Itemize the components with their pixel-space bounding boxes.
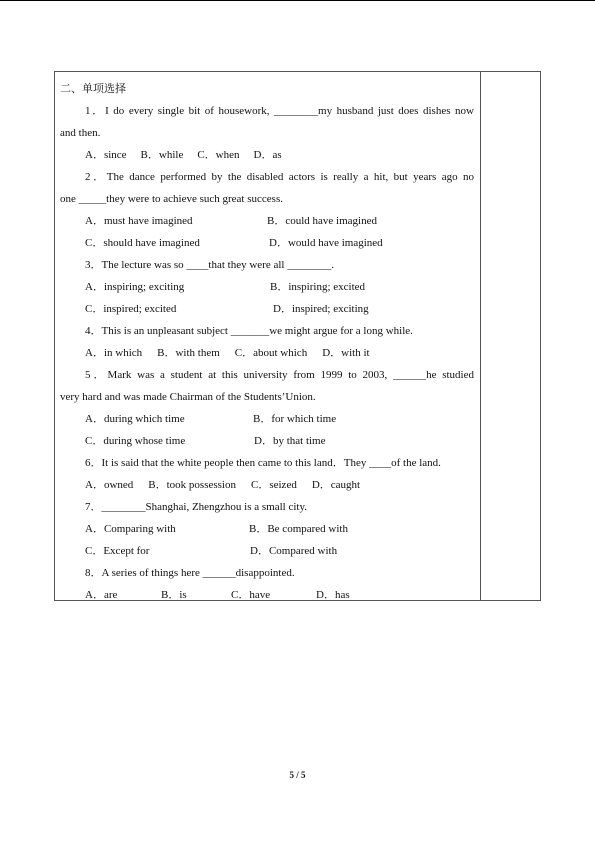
- question-5-option-c[interactable]: C．during whose time: [85, 435, 186, 447]
- question-2-options-row-2: [60, 232, 474, 254]
- question-5-option-d[interactable]: D．by that time: [254, 435, 326, 447]
- page-number: 5 / 5: [289, 770, 306, 780]
- question-3-options-row-2: [60, 298, 474, 320]
- question-1-stem-line-2: and then.: [60, 127, 101, 139]
- question-5-options-row-1: [60, 408, 474, 430]
- question-7-options-row-1: [60, 518, 474, 540]
- question-3-stem: 3．The lecture was so ____that they were all ________.: [85, 259, 334, 271]
- question-8-option-d[interactable]: D．has: [316, 589, 350, 601]
- question-6-options: [60, 474, 474, 496]
- question-2-option-a[interactable]: A．must have imagined: [85, 215, 193, 227]
- question-4-option-c[interactable]: C．about which: [234, 347, 308, 359]
- question-2-stem-line-1: 2．The dance performed by the disabled actors is really a hit, but years ago no: [85, 171, 474, 183]
- question-8-option-c[interactable]: C．have: [231, 589, 271, 601]
- question-5-stem-line-1: 5．Mark was a student at this university from 1999 to 2003, ______he studied: [85, 369, 474, 381]
- question-2-option-c[interactable]: C．should have imagined: [85, 237, 200, 249]
- question-6-option-b[interactable]: B．took possession: [148, 479, 236, 491]
- question-5-options-row-2: [60, 430, 474, 452]
- question-4-option-a[interactable]: A．in which: [85, 347, 143, 359]
- table-divider: [480, 72, 481, 600]
- question-5-option-a[interactable]: A．during which time: [85, 413, 185, 425]
- question-4-option-b[interactable]: B．with them: [157, 347, 220, 359]
- question-3-option-d[interactable]: D．inspired; exciting: [273, 303, 369, 315]
- top-rule: [0, 0, 595, 1]
- question-7-option-c[interactable]: C．Except for: [85, 545, 150, 557]
- question-7-options-row-2: [60, 540, 474, 562]
- section-title: 二、单项选择: [60, 83, 126, 95]
- question-8-option-b[interactable]: B．is: [161, 589, 187, 601]
- question-2-stem-line-2: one _____they were to achieve such great success.: [60, 193, 283, 205]
- question-6-option-a[interactable]: A．owned: [85, 479, 134, 491]
- question-6-stem: 6．It is said that the white people then came to this land．They ____of the land.: [85, 457, 441, 469]
- question-table: [54, 71, 541, 601]
- question-8-option-a[interactable]: A．are: [85, 589, 118, 601]
- question-content: [60, 78, 474, 606]
- question-6-option-c[interactable]: C．seized: [251, 479, 297, 491]
- question-7-option-d[interactable]: D．Compared with: [250, 545, 338, 557]
- question-3-option-a[interactable]: A．inspiring; exciting: [85, 281, 185, 293]
- question-3-option-c[interactable]: C．inspired; excited: [85, 303, 177, 315]
- question-2-option-b[interactable]: B．could have imagined: [267, 215, 377, 227]
- question-4-stem: 4．This is an unpleasant subject _______we might argue for a long while.: [85, 325, 413, 337]
- question-2-option-d[interactable]: D．would have imagined: [269, 237, 383, 249]
- question-5-option-b[interactable]: B．for which time: [253, 413, 337, 425]
- question-2-options-row-1: [60, 210, 474, 232]
- question-8-options: [60, 584, 474, 606]
- question-6-option-d[interactable]: D．caught: [311, 479, 361, 491]
- question-3-option-b[interactable]: B．inspiring; excited: [270, 281, 366, 293]
- question-1-option-d[interactable]: D．as: [253, 149, 282, 161]
- question-3-options-row-1: [60, 276, 474, 298]
- question-1-option-a[interactable]: A．since: [85, 149, 127, 161]
- question-5-stem-line-2: very hard and was made Chairman of the Students’Union.: [60, 391, 316, 403]
- question-1-options: [60, 144, 474, 166]
- question-4-option-d[interactable]: D．with it: [322, 347, 370, 359]
- question-1-option-c[interactable]: C．when: [197, 149, 240, 161]
- question-8-stem: 8．A series of things here ______disappointed.: [85, 567, 295, 579]
- question-7-option-a[interactable]: A．Comparing with: [85, 523, 176, 535]
- question-4-options: [60, 342, 474, 364]
- question-7-option-b[interactable]: B．Be compared with: [249, 523, 348, 535]
- question-1-stem-line-1: 1．I do every single bit of housework, ________my husband just does dishes now: [85, 105, 474, 117]
- question-7-stem: 7．________Shanghai, Zhengzhou is a small city.: [85, 501, 308, 513]
- question-1-option-b[interactable]: B．while: [140, 149, 184, 161]
